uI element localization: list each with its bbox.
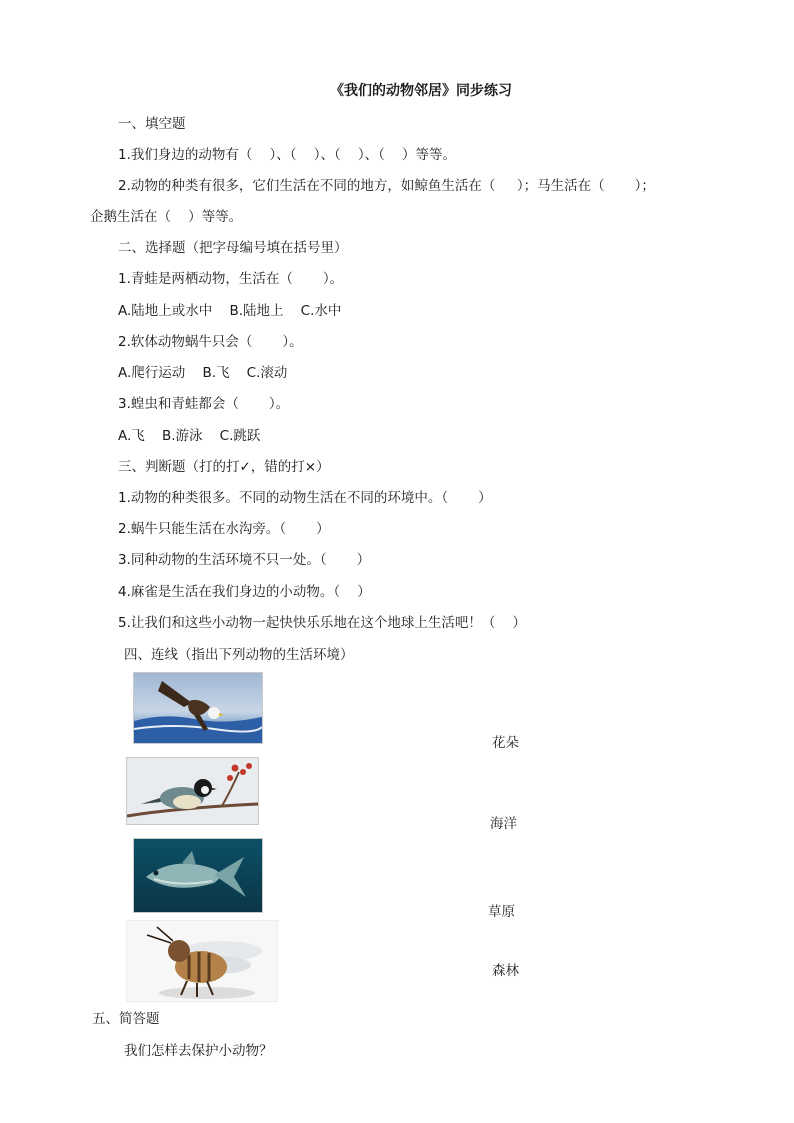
env-label-1: 花朵	[492, 735, 519, 751]
section-short-heading: 五、简答题	[92, 1011, 160, 1027]
fill-question-1: 1.我们身边的动物有（ ）、（ ）、（ ）、（ ）等等。	[118, 147, 457, 163]
judge-question-5: 5.让我们和这些小动物一起快快乐乐地在这个地球上生活吧！（ ）	[118, 615, 527, 631]
judge-question-1: 1.动物的种类很多。不同的动物生活在不同的环境中。（ ）	[118, 490, 492, 506]
bird-photo	[126, 757, 259, 825]
section-match-heading: 四、连线（指出下列动物的生活环境）	[124, 647, 354, 663]
section-fill-heading: 一、填空题	[118, 116, 186, 132]
page-title: 《我们的动物邻居》同步练习	[330, 83, 512, 99]
env-label-3: 草原	[488, 904, 515, 920]
choice-options-2: A.爬行运动 B.飞 C.滚动	[118, 365, 288, 381]
judge-question-4: 4.麻雀是生活在我们身边的小动物。（ ）	[118, 584, 371, 600]
section-judge-heading: 三、判断题（打的打✓，错的打×）	[118, 459, 330, 475]
short-question-1: 我们怎样去保护小动物？	[124, 1043, 273, 1059]
section-choice-heading: 二、选择题（把字母编号填在括号里）	[118, 240, 348, 256]
fill-question-2b: 企鹅生活在（ ）等等。	[90, 209, 243, 225]
fill-question-2a: 2.动物的种类有很多，它们生活在不同的地方，如鲸鱼生活在（ ）；马生活在（ ）；	[118, 178, 655, 194]
judge-question-2: 2.蜗牛只能生活在水沟旁。（ ）	[118, 521, 330, 537]
env-label-4: 森林	[492, 963, 519, 979]
choice-options-3: A.飞 B.游泳 C.跳跃	[118, 428, 261, 444]
choice-question-1: 1.青蛙是两栖动物，生活在（ ）。	[118, 271, 344, 287]
judge-question-3: 3.同种动物的生活环境不只一处。（ ）	[118, 552, 371, 568]
choice-options-1: A.陆地上或水中 B.陆地上 C.水中	[118, 303, 342, 319]
choice-question-2: 2.软体动物蜗牛只会（ ）。	[118, 334, 303, 350]
env-label-2: 海洋	[490, 816, 517, 832]
choice-question-3: 3.蝗虫和青蛙都会（ ）。	[118, 396, 290, 412]
bee-photo	[126, 920, 278, 1002]
fish-photo	[133, 838, 263, 913]
eagle-photo	[133, 672, 263, 744]
